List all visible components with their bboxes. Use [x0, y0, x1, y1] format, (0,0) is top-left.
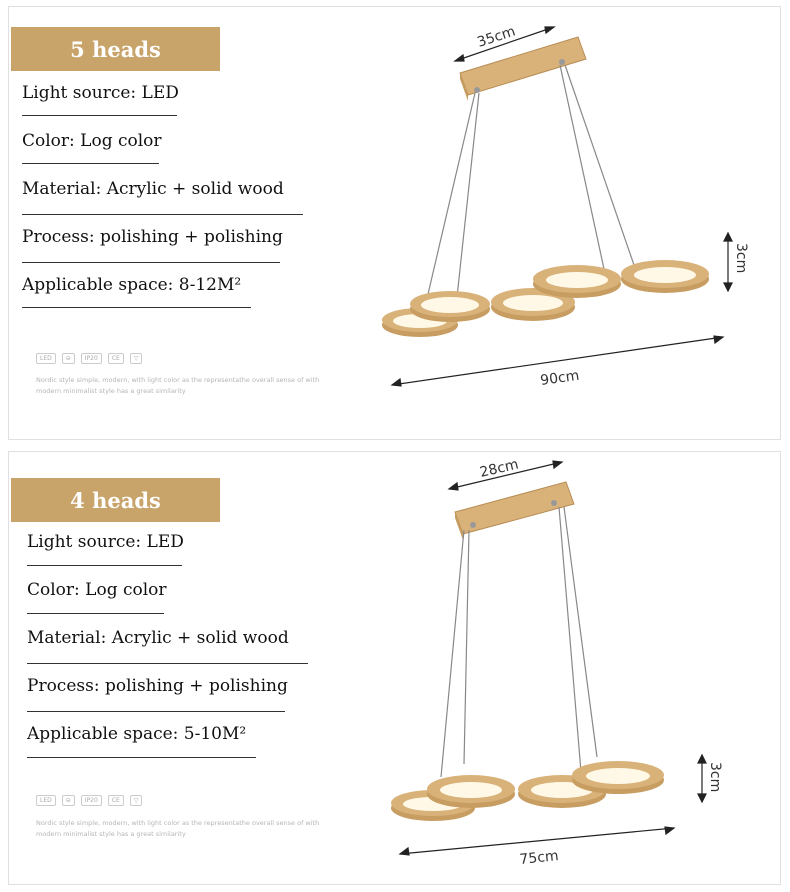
length-dimension-label: 90cm	[539, 367, 581, 389]
variant-tag: 5 heads	[11, 27, 220, 71]
triangle-cert-icon: ▽	[130, 795, 143, 806]
variant-tag: 4 heads	[11, 478, 220, 522]
spec-process: Process: polishing + polishing	[22, 227, 283, 247]
ring-lamp	[621, 260, 709, 293]
product-panel-5-heads	[8, 6, 781, 440]
screw-icon	[474, 87, 480, 93]
screw-icon	[551, 500, 557, 506]
ring-lamp	[427, 775, 515, 808]
product-blurb: Nordic style simple, modern, with light color as the representathe overall sense of with modern minimalist style has a great similarity	[36, 819, 320, 838]
spec-space: Applicable space: 8-12M²	[22, 275, 242, 295]
spec-space: Applicable space: 5-10M²	[27, 724, 247, 744]
suspension-wire	[464, 530, 469, 764]
product-blurb: Nordic style simple, modern, with light color as the representathe overall sense of with modern minimalist style has a great similarity	[36, 376, 320, 395]
spec-color: Color: Log color	[22, 131, 162, 151]
product-panel-4-heads	[8, 451, 781, 885]
suspension-wire	[559, 507, 581, 772]
spec-color: Color: Log color	[27, 580, 167, 600]
ip20-cert-icon: IP20	[81, 795, 102, 806]
screw-icon	[559, 59, 565, 65]
suspension-wire	[565, 65, 634, 265]
height-dimension-label: 3cm	[733, 243, 749, 274]
lamp-diagram-5-heads	[9, 7, 780, 439]
led-cert-icon: LED	[36, 795, 56, 806]
spec-light-source: Light source: LED	[22, 83, 179, 103]
suspension-wire	[441, 530, 464, 777]
ring-lamp	[533, 265, 621, 298]
ce-cert-icon: CE	[108, 795, 124, 806]
ring-lamp	[410, 291, 490, 322]
lamp-diagram-4-heads	[9, 452, 780, 884]
length-dimension-label: 75cm	[518, 847, 560, 868]
led-cert-icon: LED	[36, 353, 56, 364]
canopy-dimension-label: 28cm	[478, 456, 521, 481]
ring-lamp	[572, 761, 664, 794]
suspension-wire	[560, 65, 604, 269]
spec-process: Process: polishing + polishing	[27, 676, 288, 696]
triangle-cert-icon: ▽	[130, 353, 143, 364]
spec-material: Material: Acrylic + solid wood	[22, 179, 284, 199]
energy-cert-icon: ⊖	[62, 795, 75, 806]
canopy-dimension-label: 35cm	[475, 23, 518, 51]
ip20-cert-icon: IP20	[81, 353, 102, 364]
screw-icon	[470, 522, 476, 528]
ce-cert-icon: CE	[108, 353, 124, 364]
spec-light-source: Light source: LED	[27, 532, 184, 552]
spec-material: Material: Acrylic + solid wood	[27, 628, 289, 648]
energy-cert-icon: ⊖	[62, 353, 75, 364]
height-dimension-label: 3cm	[707, 762, 723, 793]
